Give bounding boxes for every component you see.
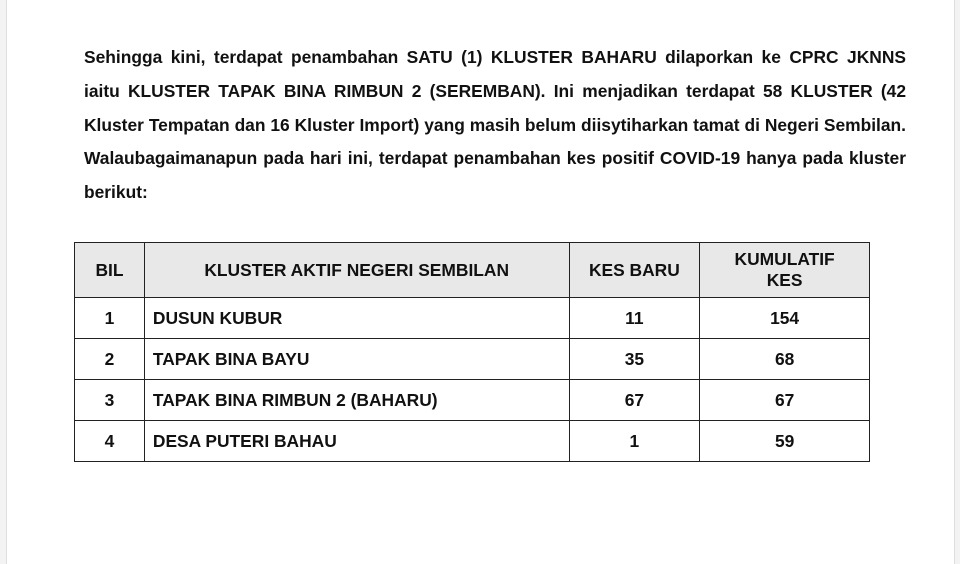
table-row [75, 380, 870, 421]
cell-kumulatif: 154 [700, 298, 870, 339]
header-kluster: KLUSTER AKTIF NEGERI SEMBILAN [144, 243, 569, 298]
cell-kumulatif: 68 [700, 339, 870, 380]
cell-kumulatif: 59 [700, 421, 870, 462]
cell-kes-baru: 11 [569, 298, 700, 339]
cell-kumulatif: 67 [700, 380, 870, 421]
cell-kluster: DUSUN KUBUR [144, 298, 569, 339]
header-kumulatif-line1: KUMULATIF [734, 249, 835, 269]
header-kumulatif [700, 243, 870, 298]
cell-kes-baru: 67 [569, 380, 700, 421]
cell-bil: 4 [75, 421, 145, 462]
intro-paragraph: Sehingga kini, terdapat penambahan SATU (1) KLUSTER BAHARU dilaporkan ke CPRC JKNNS iaitu KLUSTER TAPAK BINA RIMBUN 2 (SEREMBAN). Ini menjadikan terdapat 58 KLUSTER (42 Kluster Tempatan dan 16 Kluster Import) yang masih belum diisytiharkan tamat di Negeri Sembilan. Walaubagaimanapun pada hari ini, terdapat penambahan kes positif COVID-19 hanya pada kluster berikut: [84, 47, 906, 203]
cell-kluster: TAPAK BINA BAYU [144, 339, 569, 380]
header-kumulatif-line2: KES [766, 270, 803, 290]
page-left-edge [0, 0, 7, 564]
table-row [75, 421, 870, 462]
cell-bil: 2 [75, 339, 145, 380]
table-row [75, 339, 870, 380]
cell-bil: 3 [75, 380, 145, 421]
cell-kes-baru: 35 [569, 339, 700, 380]
cell-kes-baru: 1 [569, 421, 700, 462]
cell-bil: 1 [75, 298, 145, 339]
cell-kluster: DESA PUTERI BAHAU [144, 421, 569, 462]
table-header-row [75, 243, 870, 298]
page-right-edge [954, 0, 960, 564]
header-bil: BIL [75, 243, 145, 298]
table-row [75, 298, 870, 339]
header-kes-baru: KES BARU [569, 243, 700, 298]
cluster-table [74, 242, 870, 462]
cell-kluster: TAPAK BINA RIMBUN 2 (BAHARU) [144, 380, 569, 421]
